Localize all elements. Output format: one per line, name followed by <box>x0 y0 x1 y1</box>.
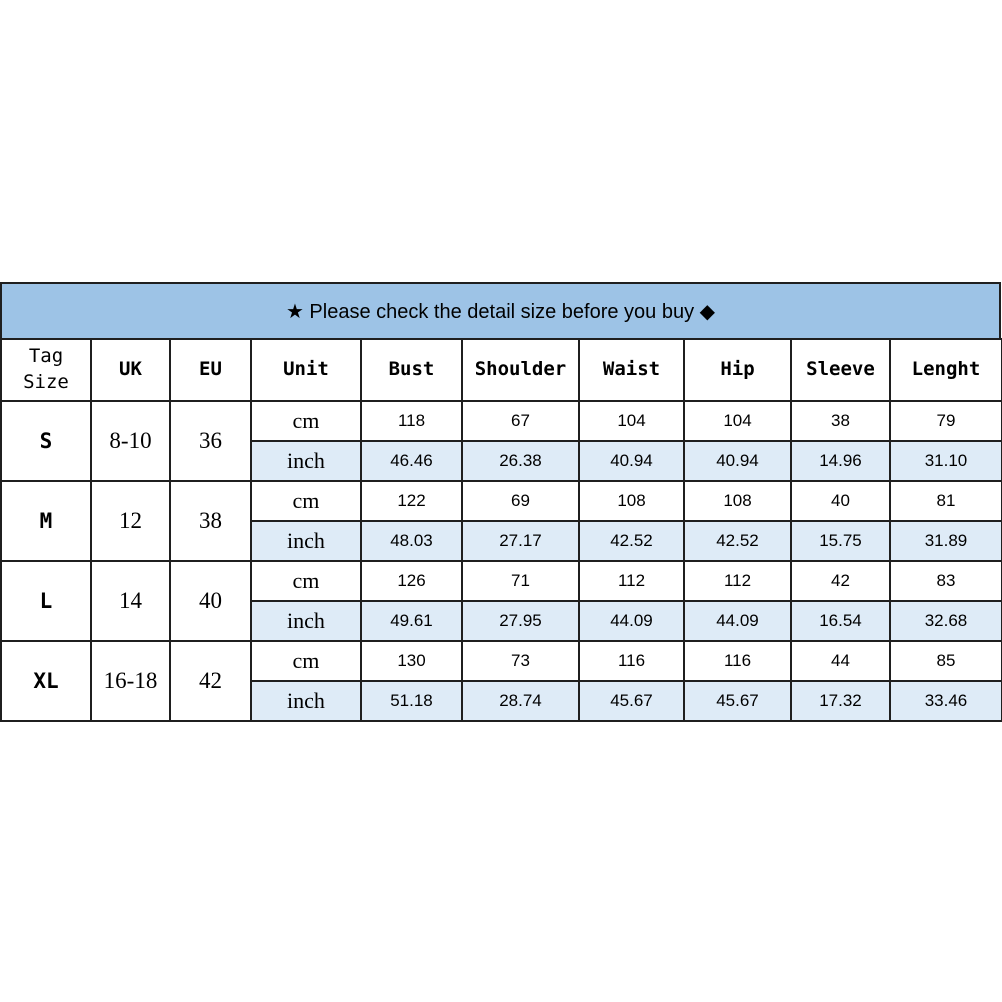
header-waist: Waist <box>579 339 684 401</box>
shoulder-value-cell: 71 <box>462 561 579 601</box>
waist-value-cell: 112 <box>579 561 684 601</box>
length-value-cell: 31.89 <box>890 521 1002 561</box>
unit-cell: cm <box>251 641 361 681</box>
length-value-cell: 81 <box>890 481 1002 521</box>
length-value-cell: 83 <box>890 561 1002 601</box>
hip-value-cell: 116 <box>684 641 791 681</box>
hip-value-cell: 40.94 <box>684 441 791 481</box>
sleeve-value-cell: 16.54 <box>791 601 890 641</box>
hip-value-cell: 42.52 <box>684 521 791 561</box>
sleeve-value-cell: 14.96 <box>791 441 890 481</box>
bust-value-cell: 130 <box>361 641 462 681</box>
waist-value-cell: 44.09 <box>579 601 684 641</box>
length-value-cell: 32.68 <box>890 601 1002 641</box>
waist-value-cell: 116 <box>579 641 684 681</box>
hip-value-cell: 108 <box>684 481 791 521</box>
header-sleeve: Sleeve <box>791 339 890 401</box>
tag-size-cell: L <box>1 561 91 641</box>
hip-value-cell: 44.09 <box>684 601 791 641</box>
bust-value-cell: 46.46 <box>361 441 462 481</box>
unit-cell: cm <box>251 561 361 601</box>
uk-size-cell: 14 <box>91 561 170 641</box>
unit-cell: inch <box>251 521 361 561</box>
header-eu: EU <box>170 339 251 401</box>
shoulder-value-cell: 28.74 <box>462 681 579 721</box>
bust-value-cell: 49.61 <box>361 601 462 641</box>
shoulder-value-cell: 26.38 <box>462 441 579 481</box>
shoulder-value-cell: 69 <box>462 481 579 521</box>
header-hip: Hip <box>684 339 791 401</box>
size-row-cm <box>1 401 1002 441</box>
header-tag-size <box>1 339 91 401</box>
uk-size-cell: 12 <box>91 481 170 561</box>
unit-cell: inch <box>251 681 361 721</box>
shoulder-value-cell: 27.17 <box>462 521 579 561</box>
size-row-cm <box>1 641 1002 681</box>
bust-value-cell: 122 <box>361 481 462 521</box>
eu-size-cell: 42 <box>170 641 251 721</box>
waist-value-cell: 45.67 <box>579 681 684 721</box>
header-tag-line1: Tag <box>28 345 64 368</box>
tag-size-cell: M <box>1 481 91 561</box>
header-row <box>1 339 1002 401</box>
bust-value-cell: 126 <box>361 561 462 601</box>
eu-size-cell: 38 <box>170 481 251 561</box>
header-uk: UK <box>91 339 170 401</box>
header-length: Lenght <box>890 339 1002 401</box>
tag-size-cell: S <box>1 401 91 481</box>
eu-size-cell: 40 <box>170 561 251 641</box>
length-value-cell: 31.10 <box>890 441 1002 481</box>
unit-cell: cm <box>251 481 361 521</box>
bust-value-cell: 118 <box>361 401 462 441</box>
sleeve-value-cell: 15.75 <box>791 521 890 561</box>
tag-size-cell: XL <box>1 641 91 721</box>
length-value-cell: 85 <box>890 641 1002 681</box>
header-tag-line2: Size <box>23 371 69 393</box>
shoulder-value-cell: 27.95 <box>462 601 579 641</box>
unit-cell: cm <box>251 401 361 441</box>
header-bust: Bust <box>361 339 462 401</box>
hip-value-cell: 104 <box>684 401 791 441</box>
waist-value-cell: 104 <box>579 401 684 441</box>
eu-size-cell: 36 <box>170 401 251 481</box>
waist-value-cell: 42.52 <box>579 521 684 561</box>
size-chart-banner: ★ Please check the detail size before you buy ◆ <box>0 282 1001 338</box>
uk-size-cell: 8-10 <box>91 401 170 481</box>
size-table <box>0 338 1002 722</box>
sleeve-value-cell: 38 <box>791 401 890 441</box>
size-row-cm <box>1 561 1002 601</box>
sleeve-value-cell: 44 <box>791 641 890 681</box>
sleeve-value-cell: 42 <box>791 561 890 601</box>
hip-value-cell: 112 <box>684 561 791 601</box>
shoulder-value-cell: 67 <box>462 401 579 441</box>
length-value-cell: 79 <box>890 401 1002 441</box>
header-unit: Unit <box>251 339 361 401</box>
waist-value-cell: 108 <box>579 481 684 521</box>
bust-value-cell: 51.18 <box>361 681 462 721</box>
unit-cell: inch <box>251 601 361 641</box>
size-row-cm <box>1 481 1002 521</box>
header-shoulder: Shoulder <box>462 339 579 401</box>
uk-size-cell: 16-18 <box>91 641 170 721</box>
sleeve-value-cell: 40 <box>791 481 890 521</box>
waist-value-cell: 40.94 <box>579 441 684 481</box>
size-chart <box>0 282 1001 718</box>
length-value-cell: 33.46 <box>890 681 1002 721</box>
shoulder-value-cell: 73 <box>462 641 579 681</box>
unit-cell: inch <box>251 441 361 481</box>
hip-value-cell: 45.67 <box>684 681 791 721</box>
sleeve-value-cell: 17.32 <box>791 681 890 721</box>
bust-value-cell: 48.03 <box>361 521 462 561</box>
